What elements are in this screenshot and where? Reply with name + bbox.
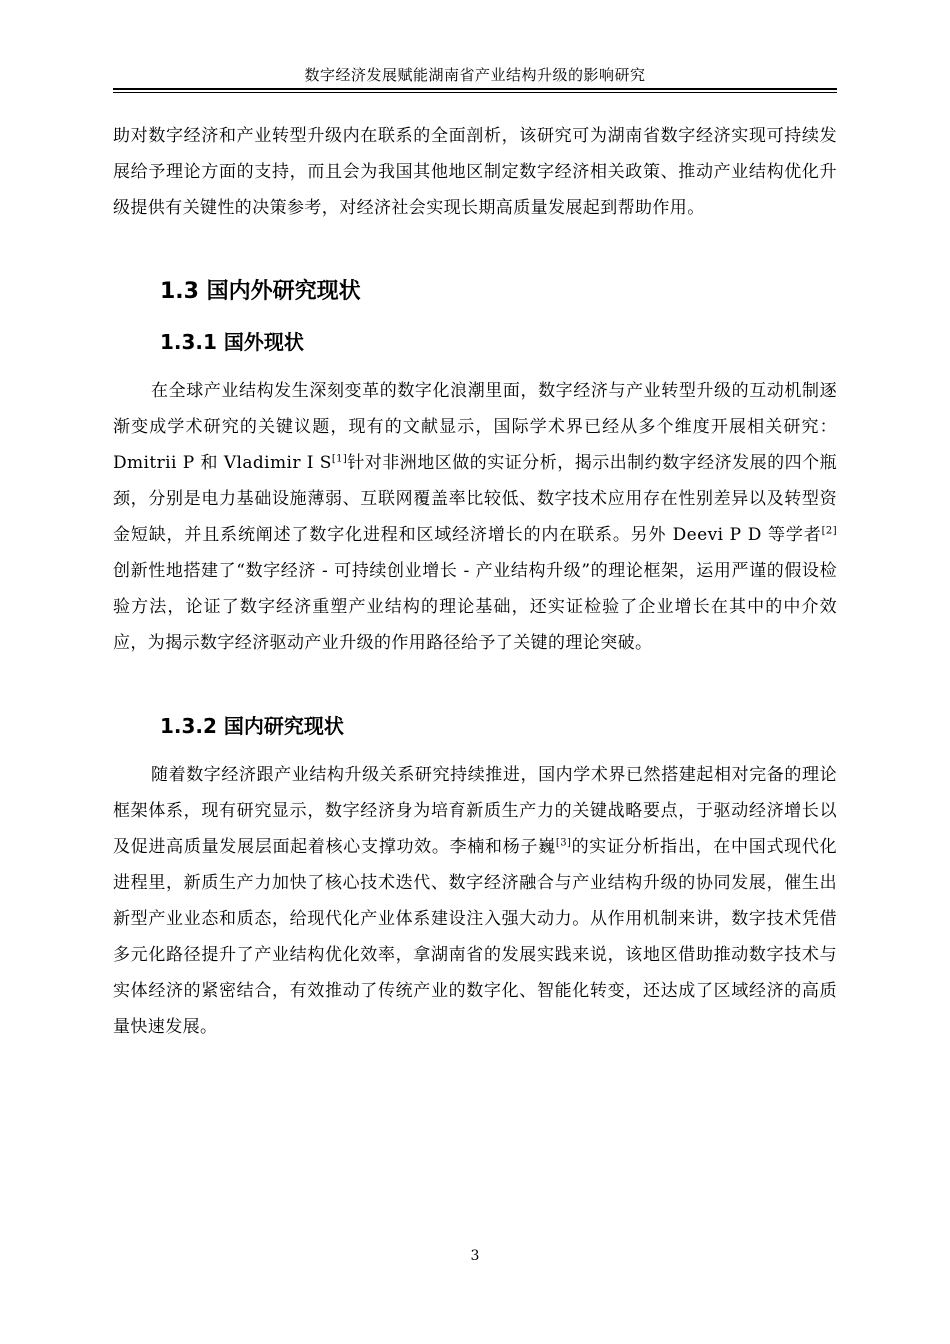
header-rule-thin (113, 92, 837, 93)
foreign-research-paragraph (113, 373, 837, 661)
domestic-research-paragraph (113, 757, 837, 1045)
domestic-research-text-1: 随着数字经济跟产业结构升级关系研究持续推进，国内学术界已然搭建起相对完备的理论框架体系，现有研究显示，数字经济身为培育新质生产力的关键战略要点，于驱动经济增长以及促进高质量发展层面起着核心支撑功效。李楠和杨子巍 (113, 765, 837, 857)
section-heading-1-3-2: 1.3.2 国内研究现状 (160, 714, 344, 738)
page-number: 3 (470, 1248, 480, 1264)
header-rule-thick (113, 88, 837, 90)
running-header-title: 数字经济发展赋能湖南省产业结构升级的影响研究 (304, 66, 646, 84)
foreign-research-text-3: 创新性地搭建了“数字经济 - 可持续创业增长 - 产业结构升级”的理论框架，运用严谨的假设检验方法，论证了数字经济重塑产业结构的理论基础，还实证检验了企业增长在其中的中介效应，为揭示数字经济驱动产业升级的作用路径给予了关键的理论突破。 (113, 561, 837, 653)
domestic-research-text-2: 的实证分析指出，在中国式现代化进程里，新质生产力加快了核心技术迭代、数字经济融合与产业结构升级的协同发展，催生出新型产业业态和质态，给现代化产业体系建设注入强大动力。从作用机制来讲，数字技术凭借多元化路径提升了产业结构优化效率，拿湖南省的发展实践来说，该地区借助推动数字技术与实体经济的紧密结合，有效推动了传统产业的数字化、智能化转变，还达成了区域经济的高质量快速发展。 (113, 837, 837, 1037)
section-heading-1-3-1: 1.3.1 国外现状 (160, 330, 304, 354)
intro-paragraph: 助对数字经济和产业转型升级内在联系的全面剖析，该研究可为湖南省数字经济实现可持续发展给予理论方面的支持，而且会为我国其他地区制定数字经济相关政策、推动产业结构优化升级提供有关键性的决策参考，对经济社会实现长期高质量发展起到帮助作用。 (113, 126, 837, 218)
foreign-research-text-1: 在全球产业结构发生深刻变革的数字化浪潮里面，数字经济与产业转型升级的互动机制逐渐变成学术研究的关键议题，现有的文献显示，国际学术界已经从多个维度开展相关研究：Dmitrii P 和 Vladimir I S (113, 381, 837, 473)
foreign-research-text-2: 针对非洲地区做的实证分析，揭示出制约数字经济发展的四个瓶颈，分别是电力基础设施薄弱、互联网覆盖率比较低、数字技术应用存在性别差异以及转型资金短缺，并且系统阐述了数字化进程和区域经济增长的内在联系。另外 Deevi P D 等学者 (113, 453, 837, 545)
citation-1: [1] (331, 453, 348, 465)
citation-2: [2] (821, 525, 837, 537)
citation-3: [3] (555, 837, 572, 849)
section-heading-1-3: 1.3 国内外研究现状 (160, 279, 361, 304)
